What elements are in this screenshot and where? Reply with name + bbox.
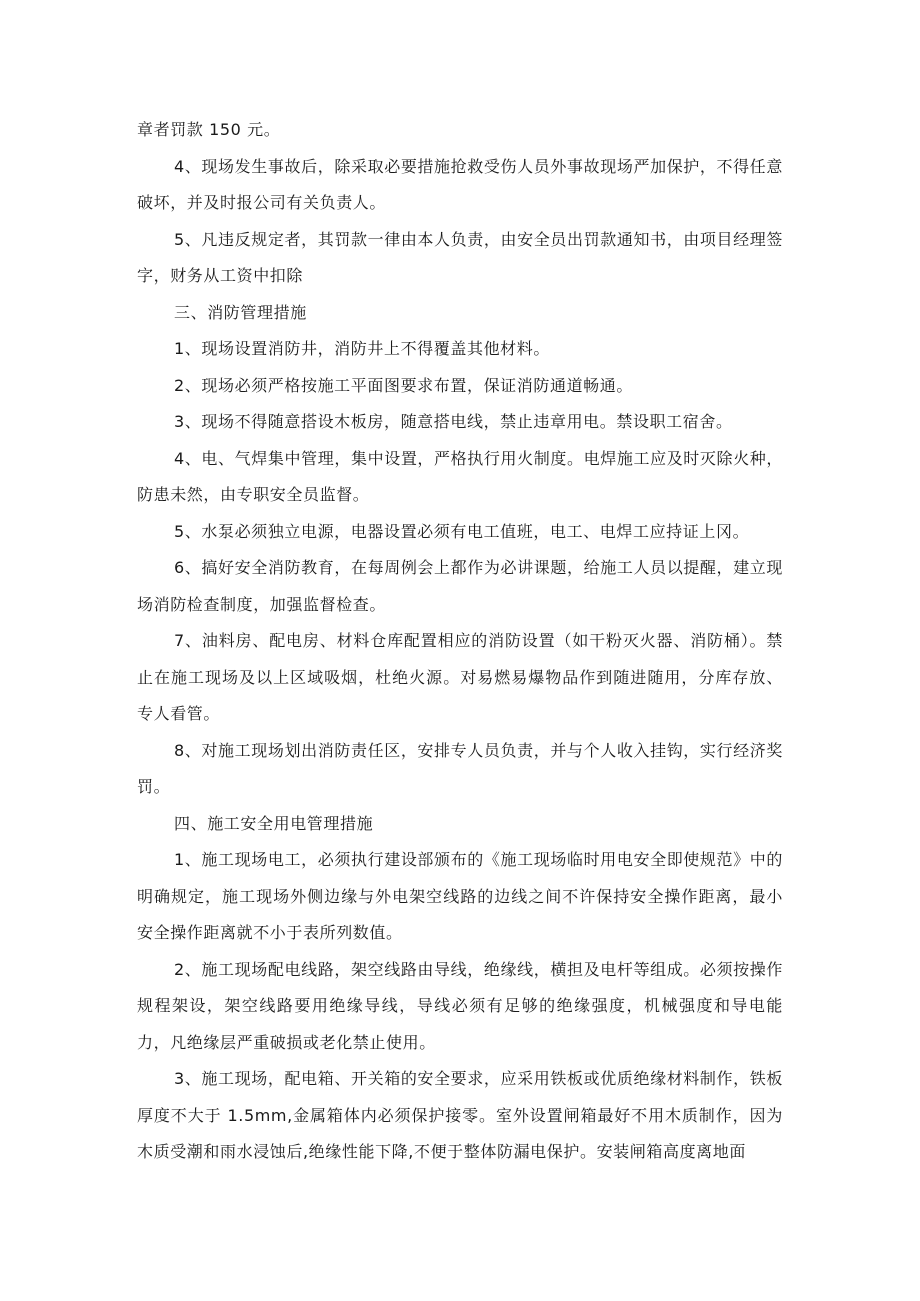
list-item: 8、对施工现场划出消防责任区，安排专人员负责，并与个人收入挂钩，实行经济奖罚。 xyxy=(137,740,783,796)
document-body xyxy=(137,112,783,1171)
list-item: 1、现场设置消防井，消防井上不得覆盖其他材料。 xyxy=(174,339,550,358)
list-item: 2、施工现场配电线路，架空线路由导线，绝缘线，横担及电杆等组成。必须按操作规程架设，架空线路要用绝缘导线，导线必须有足够的绝缘强度，机械强度和导电能力，凡绝缘层严重破损或老化禁止使用。 xyxy=(137,959,783,1052)
list-item: 3、现场不得随意搭设木板房，随意搭电线，禁止违章用电。禁设职工宿舍。 xyxy=(174,412,733,431)
section-heading: 三、消防管理措施 xyxy=(174,302,307,322)
list-item: 3、施工现场，配电箱、开关箱的安全要求，应采用铁板或优质绝缘材料制作，铁板厚度不大于 1.5mm,金属箱体内必须保护接零。室外设置闸箱最好不用木质制作，因为木质受潮和雨水浸蚀后,绝缘性能下降,不便于整体防漏电保护。安装闸箱高度离地面 xyxy=(137,1069,783,1161)
list-item: 6、搞好安全消防教育，在每周例会上都作为必讲课题，给施工人员以提醒，建立现场消防检查制度，加强监督检查。 xyxy=(137,558,783,614)
list-item: 2、现场必须严格按施工平面图要求布置，保证消防通道畅通。 xyxy=(174,375,633,395)
list-item: 7、油料房、配电房、材料仓库配置相应的消防设置（如干粉灭火器、消防桶）。禁止在施工现场及以上区域吸烟，杜绝火源。对易燃易爆物品作到随进随用，分库存放、专人看管。 xyxy=(137,631,783,723)
list-item: 4、电、气焊集中管理，集中设置，严格执行用火制度。电焊施工应及时灭除火种，防患未然，由专职安全员监督。 xyxy=(137,448,783,504)
paragraph-continuation: 章者罚款 150 元。 xyxy=(137,120,281,139)
list-item: 5、水泵必须独立电源，电器设置必须有电工值班，电工、电焊工应持证上冈。 xyxy=(174,521,750,541)
section-heading: 四、施工安全用电管理措施 xyxy=(174,813,374,833)
list-item: 4、现场发生事故后，除采取必要措施抢救受伤人员外事故现场严加保护，不得任意破坏，并及时报公司有关负责人。 xyxy=(137,156,783,212)
list-item: 5、凡违反规定者，其罚款一律由本人负责，由安全员出罚款通知书，由项目经理签字，财务从工资中扣除 xyxy=(137,229,783,285)
list-item: 1、施工现场电工，必须执行建设部颁布的《施工现场临时用电安全即使规范》中的明确规定，施工现场外侧边缘与外电架空线路的边线之间不许保持安全操作距离，最小安全操作距离就不小于表所列数值。 xyxy=(137,850,783,942)
